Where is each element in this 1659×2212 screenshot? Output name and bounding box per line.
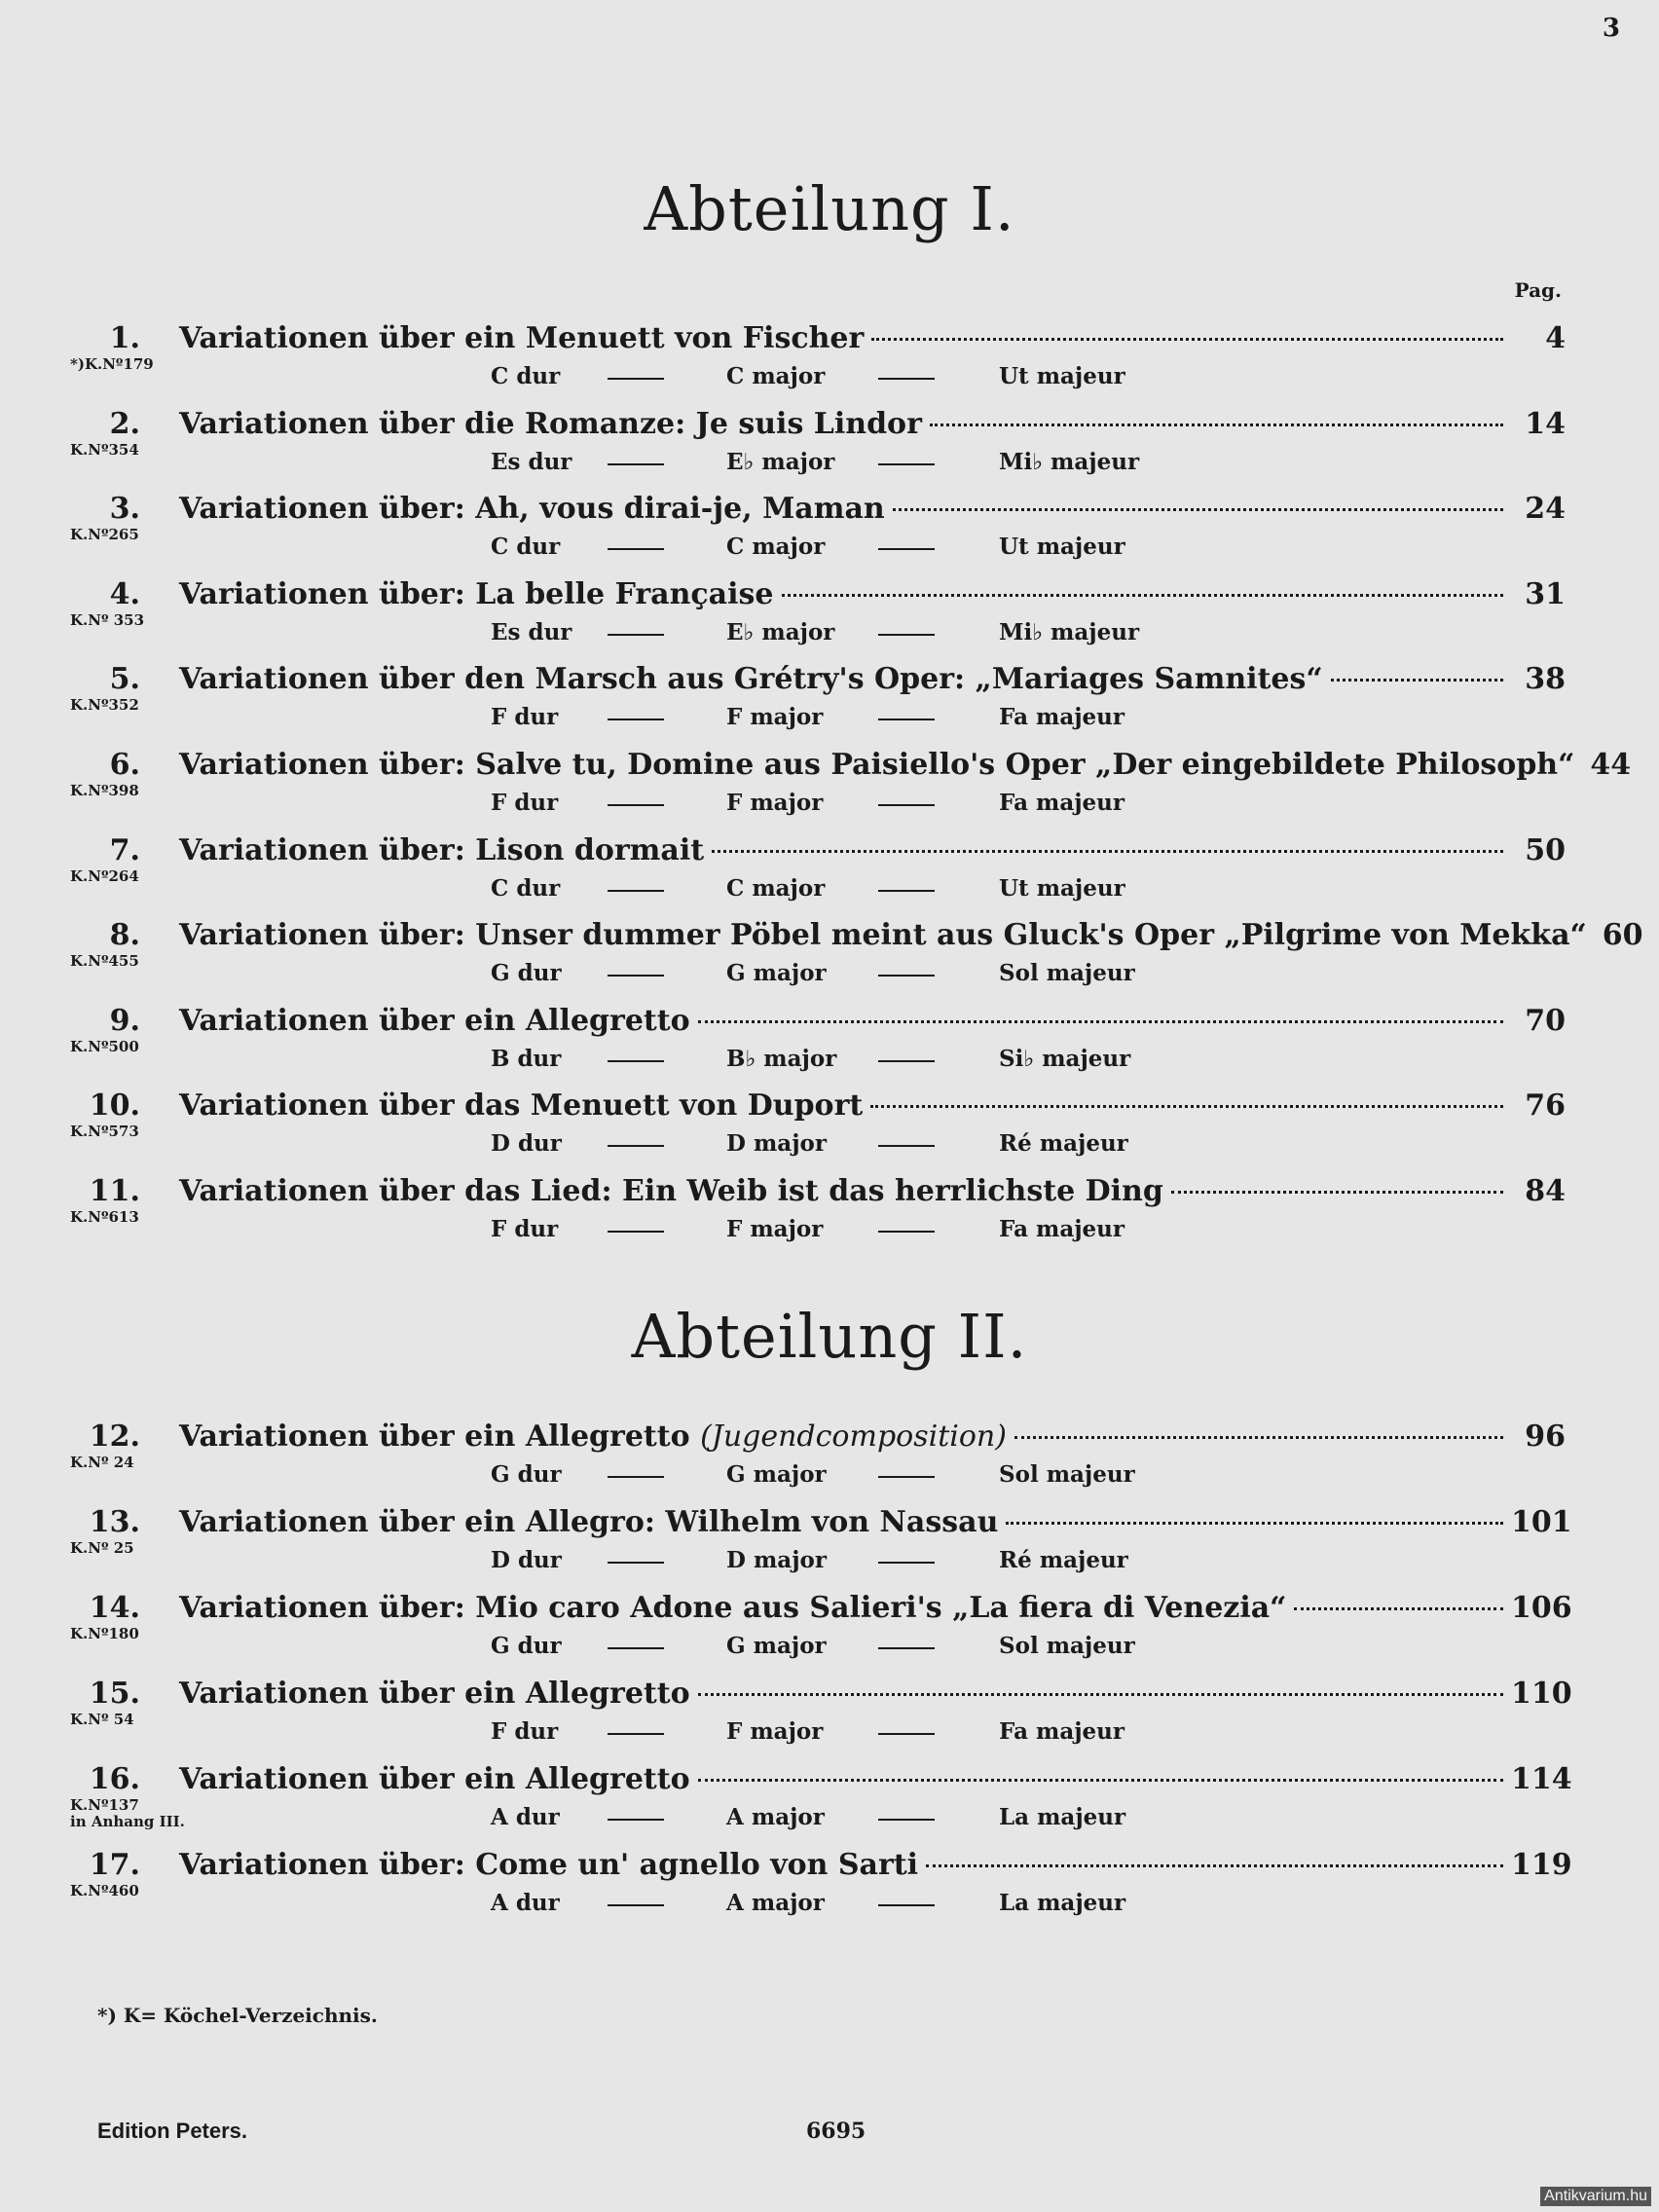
key-english: C major bbox=[726, 534, 826, 561]
entry-number: 13. bbox=[89, 1505, 140, 1539]
toc-entry bbox=[0, 1503, 1659, 1585]
koechel-number: *)K.Nº179 bbox=[70, 355, 154, 373]
key-english: F major bbox=[726, 1718, 824, 1745]
key-english: F major bbox=[726, 790, 824, 816]
key-separator bbox=[878, 378, 935, 380]
entry-title-line bbox=[179, 405, 1566, 444]
entry-title-text: Variationen über ein Allegretto bbox=[179, 1003, 690, 1038]
entry-title-line bbox=[179, 660, 1566, 699]
key-german: D dur bbox=[491, 1547, 562, 1573]
toc-entry bbox=[0, 319, 1659, 401]
toc-entry bbox=[0, 1675, 1659, 1756]
key-french: Mi♭ majeur bbox=[999, 448, 1140, 475]
entry-page-number: 31 bbox=[1525, 576, 1566, 611]
key-german: C dur bbox=[491, 874, 561, 902]
key-french: La majeur bbox=[999, 1804, 1126, 1830]
key-separator bbox=[608, 1562, 664, 1564]
entry-title bbox=[179, 405, 922, 444]
key-separator bbox=[608, 1733, 664, 1735]
key-english: D major bbox=[726, 1547, 827, 1573]
key-separator bbox=[878, 719, 935, 720]
entry-page-number: 60 bbox=[1602, 918, 1643, 953]
key-english: C major bbox=[726, 363, 826, 389]
section-title-abteilung-2: Abteilung II. bbox=[631, 1301, 1028, 1372]
entry-title bbox=[179, 490, 885, 529]
koechel-number: K.Nº180 bbox=[70, 1625, 139, 1642]
entry-title bbox=[179, 319, 864, 358]
koechel-number: K.Nº455 bbox=[70, 952, 139, 971]
entry-title-text: Variationen über den Marsch aus Grétry's Oper: „Mariages Samnites“ bbox=[179, 662, 1323, 697]
koechel-number: K.Nº500 bbox=[70, 1037, 139, 1055]
key-separator bbox=[878, 1647, 935, 1649]
key-separator bbox=[878, 1231, 935, 1233]
toc-entry bbox=[0, 1172, 1659, 1254]
key-separator bbox=[878, 890, 935, 892]
key-separator bbox=[608, 463, 664, 465]
dot-leader bbox=[893, 508, 1503, 511]
dot-leader bbox=[926, 1864, 1503, 1867]
key-separator bbox=[608, 719, 664, 720]
entry-title-line bbox=[179, 916, 1643, 955]
entry-title-note: (Jugendcomposition) bbox=[700, 1419, 1007, 1454]
entry-title-text: Variationen über ein Allegretto bbox=[179, 1762, 690, 1796]
entry-title-text: Variationen über: La belle Française bbox=[179, 576, 774, 611]
entry-title-line bbox=[179, 1418, 1566, 1456]
key-english: A major bbox=[726, 1804, 825, 1830]
dot-leader bbox=[698, 1020, 1503, 1023]
entry-page-number: 4 bbox=[1545, 321, 1566, 355]
entry-title-line bbox=[179, 1087, 1566, 1125]
key-separator bbox=[608, 1819, 664, 1821]
entry-page-number: 70 bbox=[1525, 1003, 1566, 1038]
koechel-number: K.Nº398 bbox=[70, 782, 139, 799]
entry-title-line bbox=[179, 746, 1632, 785]
key-german: B dur bbox=[491, 1045, 562, 1072]
toc-entry bbox=[0, 575, 1659, 657]
key-german: G dur bbox=[491, 960, 562, 987]
key-english: G major bbox=[726, 960, 827, 987]
section-title-abteilung-1: Abteilung I. bbox=[644, 173, 1015, 244]
key-french: Ré majeur bbox=[999, 1130, 1128, 1158]
entry-page-number: 24 bbox=[1525, 492, 1566, 527]
key-separator bbox=[878, 1819, 935, 1821]
key-french: Fa majeur bbox=[999, 790, 1125, 816]
key-french: Sol majeur bbox=[999, 1461, 1135, 1488]
key-separator bbox=[878, 634, 935, 636]
entry-title-text: Variationen über: Come un' agnello von Sarti bbox=[179, 1848, 919, 1882]
key-french: Ut majeur bbox=[999, 874, 1125, 902]
key-english: A major bbox=[726, 1890, 825, 1916]
toc-entry bbox=[0, 660, 1659, 742]
entry-title-line bbox=[179, 1760, 1572, 1799]
entry-page-number: 50 bbox=[1525, 832, 1566, 867]
toc-entry bbox=[0, 831, 1659, 913]
key-french: Ut majeur bbox=[999, 534, 1125, 561]
toc-entry bbox=[0, 746, 1659, 828]
key-english: E♭ major bbox=[726, 618, 835, 645]
key-english: F major bbox=[726, 1216, 824, 1242]
key-french: Ut majeur bbox=[999, 363, 1125, 389]
entry-page-number: 38 bbox=[1525, 662, 1566, 697]
entry-title-text: Variationen über das Lied: Ein Weib ist das herrlichste Ding bbox=[179, 1174, 1163, 1208]
entry-title-line bbox=[179, 1172, 1566, 1211]
key-german: F dur bbox=[491, 1216, 559, 1242]
koechel-number: K.Nº460 bbox=[70, 1882, 139, 1899]
entry-number: 9. bbox=[109, 1003, 140, 1038]
key-french: Fa majeur bbox=[999, 1216, 1125, 1242]
key-english: D major bbox=[726, 1130, 827, 1158]
dot-leader bbox=[1171, 1191, 1503, 1194]
entry-page-number: 76 bbox=[1525, 1088, 1566, 1124]
koechel-number: K.Nº352 bbox=[70, 696, 139, 715]
key-separator bbox=[878, 1476, 935, 1478]
entry-number: 15. bbox=[89, 1677, 140, 1711]
toc-entry bbox=[0, 1589, 1659, 1671]
entry-title bbox=[179, 1172, 1163, 1211]
entry-title-text: Variationen über: Mio caro Adone aus Salieri's „La fiera di Venezia“ bbox=[179, 1591, 1287, 1625]
entry-title bbox=[179, 1087, 863, 1125]
key-french: Sol majeur bbox=[999, 1633, 1135, 1659]
toc-entry bbox=[0, 1087, 1659, 1168]
key-german: D dur bbox=[491, 1130, 562, 1158]
entry-title bbox=[179, 660, 1323, 699]
entry-number: 5. bbox=[109, 662, 140, 697]
key-german: F dur bbox=[491, 1718, 559, 1745]
koechel-number: K.Nº265 bbox=[70, 526, 139, 544]
key-german: A dur bbox=[491, 1890, 560, 1916]
entry-number: 4. bbox=[109, 576, 140, 611]
koechel-number: K.Nº137 in Anhang III. bbox=[70, 1796, 185, 1830]
toc-entry bbox=[0, 490, 1659, 571]
koechel-number: K.Nº 25 bbox=[70, 1539, 134, 1557]
key-separator bbox=[608, 634, 664, 636]
key-separator bbox=[878, 1562, 935, 1564]
toc-entry bbox=[0, 1760, 1659, 1842]
entry-title-text: Variationen über: Lison dormait bbox=[179, 832, 705, 867]
entry-page-number: 106 bbox=[1511, 1591, 1572, 1625]
key-separator bbox=[878, 1060, 935, 1062]
entry-title bbox=[179, 575, 774, 614]
entry-number: 1. bbox=[109, 321, 140, 355]
key-separator bbox=[878, 1145, 935, 1147]
entry-number: 7. bbox=[109, 832, 140, 867]
key-separator bbox=[608, 548, 664, 550]
entry-title bbox=[179, 1846, 918, 1885]
entry-title-line bbox=[179, 490, 1566, 529]
entry-number: 16. bbox=[89, 1762, 140, 1796]
koechel-number: K.Nº 353 bbox=[70, 610, 145, 629]
publisher-name: Edition Peters. bbox=[97, 2119, 248, 2143]
key-french: Mi♭ majeur bbox=[999, 618, 1140, 645]
dot-leader bbox=[870, 1105, 1503, 1108]
key-separator bbox=[608, 1904, 664, 1906]
koechel-number: K.Nº264 bbox=[70, 866, 139, 885]
entry-number: 11. bbox=[89, 1174, 140, 1208]
entry-title bbox=[179, 1002, 690, 1041]
key-separator bbox=[608, 1145, 664, 1147]
key-english: G major bbox=[726, 1461, 827, 1488]
entry-title bbox=[179, 1675, 690, 1714]
entry-title bbox=[179, 831, 704, 870]
dot-leader bbox=[698, 1693, 1503, 1696]
entry-title-line bbox=[179, 1589, 1572, 1628]
key-german: F dur bbox=[491, 790, 559, 816]
key-separator bbox=[878, 463, 935, 465]
key-separator bbox=[608, 890, 664, 892]
koechel-number: K.Nº573 bbox=[70, 1123, 139, 1141]
dot-leader bbox=[1014, 1436, 1503, 1439]
entry-title bbox=[179, 1418, 1007, 1456]
key-french: Si♭ majeur bbox=[999, 1045, 1131, 1072]
key-german: Es dur bbox=[491, 448, 572, 475]
dot-leader bbox=[930, 424, 1503, 426]
key-english: F major bbox=[726, 704, 824, 731]
page-column-label: Pag. bbox=[1514, 278, 1562, 302]
key-french: Fa majeur bbox=[999, 1718, 1125, 1745]
koechel-number: K.Nº354 bbox=[70, 440, 139, 459]
entry-title bbox=[179, 1589, 1286, 1628]
entry-page-number: 110 bbox=[1511, 1677, 1572, 1711]
entry-title-line bbox=[179, 831, 1566, 870]
key-separator bbox=[608, 1231, 664, 1233]
entry-title bbox=[179, 1503, 998, 1542]
entry-number: 12. bbox=[89, 1419, 140, 1454]
key-french: La majeur bbox=[999, 1890, 1126, 1916]
toc-entry bbox=[0, 1846, 1659, 1928]
toc-entry bbox=[0, 405, 1659, 487]
entry-title-line bbox=[179, 1503, 1572, 1542]
entry-title-text: Variationen über das Menuett von Duport bbox=[179, 1088, 864, 1124]
entry-title-text: Variationen über ein Allegretto bbox=[179, 1419, 690, 1454]
toc-entry bbox=[0, 1002, 1659, 1084]
entry-title-line bbox=[179, 1002, 1566, 1041]
entry-number: 6. bbox=[109, 748, 140, 782]
koechel-number: K.Nº 54 bbox=[70, 1711, 134, 1728]
watermark-text: Antikvarium.hu bbox=[1540, 2187, 1651, 2206]
key-separator bbox=[608, 1647, 664, 1649]
entry-page-number: 119 bbox=[1511, 1848, 1572, 1882]
dot-leader bbox=[782, 594, 1504, 597]
key-separator bbox=[608, 975, 664, 977]
entry-number: 14. bbox=[89, 1591, 140, 1625]
entry-title-text: Variationen über die Romanze: Je suis Lindor bbox=[179, 406, 922, 441]
page-number: 3 bbox=[1602, 14, 1620, 43]
key-separator bbox=[878, 804, 935, 806]
entry-page-number: 84 bbox=[1525, 1174, 1566, 1208]
key-english: B♭ major bbox=[726, 1045, 837, 1072]
key-german: A dur bbox=[491, 1804, 560, 1830]
entry-number: 10. bbox=[89, 1088, 140, 1124]
entry-title bbox=[179, 1760, 690, 1799]
toc-entry bbox=[0, 916, 1659, 998]
entry-page-number: 114 bbox=[1511, 1762, 1572, 1796]
toc-entry bbox=[0, 1418, 1659, 1499]
key-german: G dur bbox=[491, 1461, 562, 1488]
key-german: C dur bbox=[491, 363, 561, 389]
key-separator bbox=[878, 548, 935, 550]
entry-title-text: Variationen über: Unser dummer Pöbel meint aus Gluck's Oper „Pilgrime von Mekka“ bbox=[179, 918, 1587, 953]
dot-leader bbox=[712, 850, 1503, 853]
entry-page-number: 14 bbox=[1525, 406, 1566, 441]
key-french: Fa majeur bbox=[999, 704, 1125, 731]
entry-number: 8. bbox=[109, 918, 140, 953]
entry-title-text: Variationen über ein Menuett von Fischer bbox=[179, 321, 865, 355]
entry-title-text: Variationen über: Salve tu, Domine aus Paisiello's Oper „Der eingebildete Philosoph“ bbox=[179, 748, 1575, 782]
dot-leader bbox=[1331, 679, 1503, 682]
footnote: *) K= Köchel-Verzeichnis. bbox=[97, 2004, 378, 2027]
koechel-number: K.Nº613 bbox=[70, 1208, 139, 1226]
key-separator bbox=[608, 1060, 664, 1062]
key-separator bbox=[878, 1733, 935, 1735]
entry-number: 17. bbox=[89, 1848, 140, 1882]
entry-title bbox=[179, 916, 1587, 955]
key-german: C dur bbox=[491, 534, 561, 561]
key-separator bbox=[878, 1904, 935, 1906]
key-separator bbox=[878, 975, 935, 977]
entry-page-number: 44 bbox=[1590, 748, 1632, 782]
entry-number: 3. bbox=[109, 492, 140, 527]
entry-title-line bbox=[179, 1846, 1572, 1885]
key-separator bbox=[608, 1476, 664, 1478]
key-separator bbox=[608, 378, 664, 380]
entry-page-number: 101 bbox=[1511, 1505, 1572, 1539]
entry-title-line bbox=[179, 575, 1566, 614]
key-separator bbox=[608, 804, 664, 806]
key-german: Es dur bbox=[491, 618, 572, 645]
entry-title-text: Variationen über ein Allegro: Wilhelm von Nassau bbox=[179, 1505, 999, 1539]
entry-title-text: Variationen über ein Allegretto bbox=[179, 1677, 690, 1711]
dot-leader bbox=[871, 338, 1503, 341]
dot-leader bbox=[1294, 1607, 1503, 1610]
key-french: Sol majeur bbox=[999, 960, 1135, 987]
entry-title-text: Variationen über: Ah, vous dirai-je, Maman bbox=[179, 492, 885, 527]
dot-leader bbox=[1006, 1522, 1503, 1525]
plate-number: 6695 bbox=[806, 2119, 866, 2144]
key-english: C major bbox=[726, 874, 826, 902]
entry-title-line bbox=[179, 1675, 1572, 1714]
entry-page-number: 96 bbox=[1525, 1419, 1566, 1454]
key-english: E♭ major bbox=[726, 448, 835, 475]
key-french: Ré majeur bbox=[999, 1547, 1128, 1573]
entry-title-line bbox=[179, 319, 1566, 358]
key-english: G major bbox=[726, 1633, 827, 1659]
entry-title bbox=[179, 746, 1574, 785]
key-german: F dur bbox=[491, 704, 559, 731]
key-german: G dur bbox=[491, 1633, 562, 1659]
koechel-number: K.Nº 24 bbox=[70, 1454, 134, 1471]
dot-leader bbox=[698, 1779, 1503, 1782]
entry-number: 2. bbox=[109, 406, 140, 441]
